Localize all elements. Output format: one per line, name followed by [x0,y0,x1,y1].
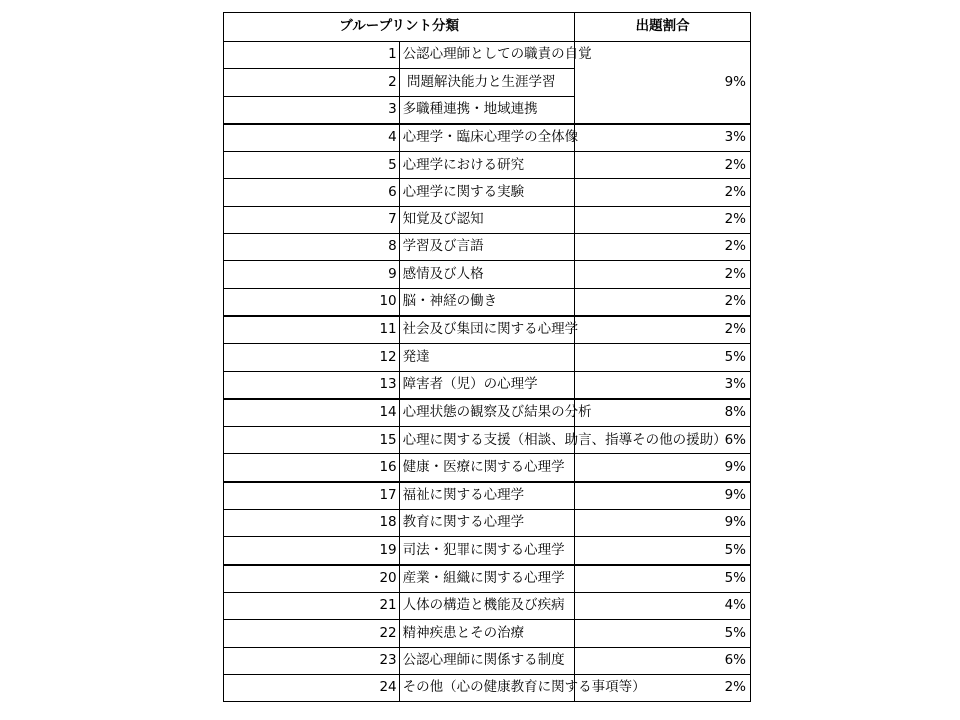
table-row [224,234,751,261]
row-number: 13 [224,371,400,399]
ratio-value: 6% [575,647,751,674]
ratio-value: 2% [575,674,751,701]
table-row [224,399,751,427]
category-name: 産業・組織に関する心理学 [399,565,575,593]
row-number: 23 [224,647,400,674]
category-name: 問題解決能力と生涯学習 [399,69,575,96]
table-row [224,482,751,510]
ratio-value: 9% [575,454,751,482]
table-row [224,510,751,537]
table-row [224,647,751,674]
row-number: 15 [224,427,400,454]
row-number: 22 [224,620,400,647]
ratio-value: 5% [575,344,751,371]
ratio-value: 5% [575,565,751,593]
category-name: 多職種連携・地域連携 [399,96,575,124]
category-name: 知覚及び認知 [399,206,575,233]
table-row [224,316,751,344]
category-name: 学習及び言語 [399,234,575,261]
row-number: 4 [224,124,400,152]
ratio-value: 4% [575,592,751,619]
table-row [224,371,751,399]
table-row [224,152,751,179]
category-name: 公認心理師に関係する制度 [399,647,575,674]
ratio-value: 2% [575,261,751,288]
ratio-value: 2% [575,152,751,179]
table-row [224,344,751,371]
header-row [224,13,751,42]
table-row [224,620,751,647]
row-number: 11 [224,316,400,344]
row-number: 18 [224,510,400,537]
ratio-value: 3% [575,371,751,399]
row-number: 2 [224,69,400,96]
row-number: 12 [224,344,400,371]
category-name: 福祉に関する心理学 [399,482,575,510]
row-number: 9 [224,261,400,288]
table-row [224,206,751,233]
category-name: 脳・神経の働き [399,288,575,316]
table-row [224,427,751,454]
row-number: 16 [224,454,400,482]
row-number: 20 [224,565,400,593]
table-row [224,537,751,565]
ratio-value: 2% [575,316,751,344]
category-name: 心理に関する支援（相談、助言、指導その他の援助） [399,427,575,454]
ratio-value: 3% [575,124,751,152]
table-body [224,42,751,702]
header-category: ブループリント分類 [224,13,575,42]
row-number: 17 [224,482,400,510]
table-row [224,288,751,316]
category-name: その他（心の健康教育に関する事項等） [399,674,575,701]
blueprint-table [223,12,751,702]
ratio-value: 2% [575,206,751,233]
category-name: 発達 [399,344,575,371]
ratio-value: 9% [575,510,751,537]
category-name: 精神疾患とその治療 [399,620,575,647]
table-row [224,124,751,152]
table-row [224,565,751,593]
table-row [224,42,751,69]
row-number: 24 [224,674,400,701]
ratio-value: 9% [575,42,751,124]
row-number: 14 [224,399,400,427]
row-number: 5 [224,152,400,179]
ratio-value: 9% [575,482,751,510]
ratio-value: 2% [575,288,751,316]
header-ratio: 出題割合 [575,13,751,42]
table-row [224,261,751,288]
category-name: 人体の構造と機能及び疾病 [399,592,575,619]
category-name: 感情及び人格 [399,261,575,288]
row-number: 6 [224,179,400,206]
table-row [224,592,751,619]
category-name: 教育に関する心理学 [399,510,575,537]
row-number: 3 [224,96,400,124]
row-number: 21 [224,592,400,619]
row-number: 7 [224,206,400,233]
table-row [224,674,751,701]
ratio-value: 5% [575,537,751,565]
category-name: 心理学に関する実験 [399,179,575,206]
row-number: 8 [224,234,400,261]
ratio-value: 8% [575,399,751,427]
row-number: 10 [224,288,400,316]
category-name: 公認心理師としての職責の自覚 [399,42,575,69]
row-number: 19 [224,537,400,565]
table-row [224,179,751,206]
ratio-value: 5% [575,620,751,647]
table-row [224,454,751,482]
category-name: 心理学・臨床心理学の全体像 [399,124,575,152]
category-name: 司法・犯罪に関する心理学 [399,537,575,565]
category-name: 障害者（児）の心理学 [399,371,575,399]
ratio-value: 2% [575,179,751,206]
ratio-value: 6% [575,427,751,454]
category-name: 社会及び集団に関する心理学 [399,316,575,344]
ratio-value: 2% [575,234,751,261]
row-number: 1 [224,42,400,69]
category-name: 心理状態の観察及び結果の分析 [399,399,575,427]
category-name: 健康・医療に関する心理学 [399,454,575,482]
category-name: 心理学における研究 [399,152,575,179]
